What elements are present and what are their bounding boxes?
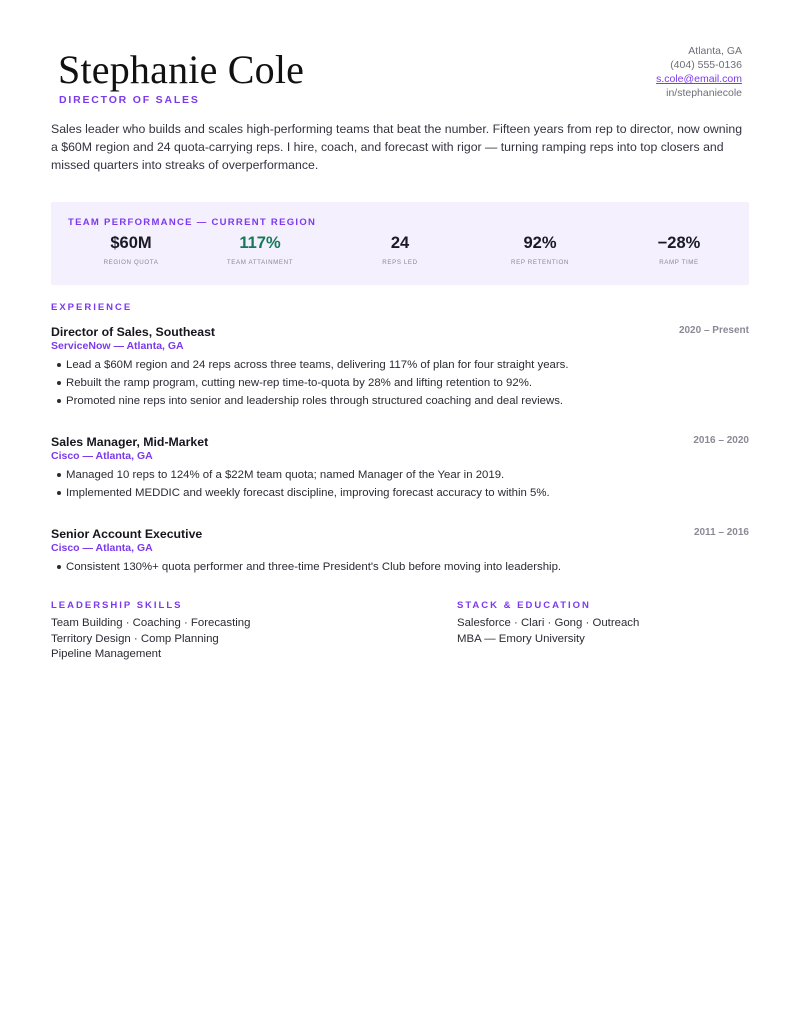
bullet-item: Implemented MEDDIC and weekly forecast discipline, improving forecast accuracy to within 5%. [51, 484, 749, 502]
stack-line: MBA — Emory University [457, 632, 585, 645]
metric-rep-retention [475, 234, 605, 266]
job-entry-bullets [51, 558, 749, 576]
leadership-skills-list [51, 616, 250, 663]
metrics-title: TEAM PERFORMANCE — CURRENT REGION [68, 217, 317, 228]
bullet-item: Consistent 130%+ quota performer and three-time President's Club before moving into leadership. [51, 558, 749, 576]
skills-line: Team Building · Coaching · Forecasting [51, 617, 251, 629]
contact-linkedin: in/stephaniecole [666, 87, 742, 99]
stack-line: Salesforce · Clari · Gong · Outreach [457, 617, 640, 629]
experience-heading: EXPERIENCE [51, 302, 133, 313]
job-entry [51, 433, 749, 502]
job-entry-company: Cisco — Atlanta, GA [51, 542, 153, 554]
metric-value: 92% [523, 234, 557, 252]
bullet-item: Lead a $60M region and 24 reps across three teams, delivering 117% of plan for four straight years. [51, 356, 749, 374]
metric-value: −28% [657, 234, 701, 252]
stack-education-list [457, 616, 639, 647]
metric-value: $60M [110, 234, 152, 252]
job-entry-company: Cisco — Atlanta, GA [51, 450, 153, 462]
contact-phone: (404) 555-0136 [670, 59, 742, 71]
stack-education-heading: STACK & EDUCATION [457, 600, 591, 611]
metric-ramp-time [614, 234, 744, 266]
bullet-item: Rebuilt the ramp program, cutting new-rep time-to-quota by 28% and lifting retention to 92%. [51, 374, 749, 392]
team-performance-panel [51, 202, 749, 285]
contact-location: Atlanta, GA [688, 45, 742, 57]
metric-label: REPS LED [382, 259, 418, 266]
bullet-item: Promoted nine reps into senior and leadership roles through structured coaching and deal reviews. [51, 392, 749, 410]
job-entry-dates: 2016 – 2020 [693, 435, 749, 446]
job-title: DIRECTOR OF SALES [59, 94, 200, 106]
job-entry-bullets [51, 356, 749, 410]
job-entry-title: Director of Sales, Southeast [51, 325, 216, 339]
metric-team-attainment [195, 234, 325, 266]
job-entry-title: Senior Account Executive [51, 527, 203, 541]
skills-line: Territory Design · Comp Planning [51, 632, 219, 645]
metric-label: TEAM ATTAINMENT [226, 259, 294, 266]
leadership-skills-heading: LEADERSHIP SKILLS [51, 600, 183, 611]
job-entry [51, 323, 749, 410]
job-entry-company: ServiceNow — Atlanta, GA [51, 340, 184, 352]
job-entry [51, 525, 749, 576]
metric-value: 24 [390, 234, 410, 252]
job-entry-bullets [51, 466, 749, 502]
summary-paragraph: Sales leader who builds and scales high-performing teams that beat the number. Fifteen years from rep to director, now owning a $60M region and 24 quota-carrying reps. I hire, coach, and forecast with rigor — turning ramping reps into top closers and missed quarters into streaks of overperformance. [51, 122, 743, 172]
metric-label: RAMP TIME [659, 259, 699, 266]
metric-reps-led [335, 234, 465, 266]
job-entry-dates: 2020 – Present [678, 325, 749, 336]
skills-line: Pipeline Management [51, 648, 162, 660]
contact-email-link[interactable]: s.cole@email.com [656, 73, 742, 85]
metric-label: REGION QUOTA [103, 259, 159, 266]
metric-region-quota [66, 234, 196, 266]
job-entry-title: Sales Manager, Mid-Market [51, 435, 209, 449]
bullet-item: Managed 10 reps to 124% of a $22M team quota; named Manager of the Year in 2019. [51, 466, 749, 484]
candidate-name: Stephanie Cole [58, 47, 305, 92]
job-entry-dates: 2011 – 2016 [693, 527, 749, 538]
metric-label: REP RETENTION [511, 259, 569, 266]
contact-block [656, 44, 742, 100]
metric-value: 117% [239, 234, 281, 252]
